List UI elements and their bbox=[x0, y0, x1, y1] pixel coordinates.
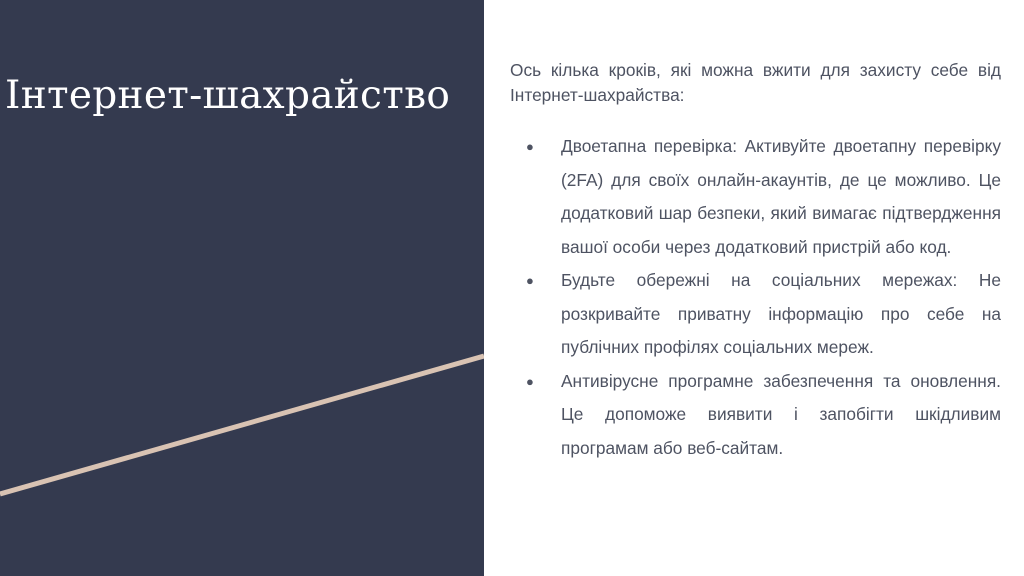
bullet-icon: ● bbox=[526, 273, 534, 288]
intro-text: Ось кілька кроків, які можна вжити для захисту себе від Інтернет-шахрайства: bbox=[510, 60, 1001, 105]
list-item bbox=[510, 264, 1001, 365]
bullet-icon: ● bbox=[526, 373, 534, 389]
slide-body bbox=[510, 58, 1001, 465]
list-item bbox=[510, 130, 1001, 264]
bullet-icon: ● bbox=[526, 139, 534, 154]
list-item bbox=[510, 365, 1001, 466]
bullet-text: Двоетапна перевірка: Активуйте двоетапну перевірку (2FA) для своїх онлайн-акаунтів, де це можливо. Це додатковий шар безпеки, який вимагає підтвердження вашої особи через додатковий пристрій або код. bbox=[561, 136, 1001, 257]
title-panel bbox=[0, 0, 484, 576]
slide-title: Інтернет-шахрайство bbox=[5, 73, 451, 118]
bullet-text: Будьте обережні на соціальних мережах: Не розкривайте приватну інформацію про себе на публічних профілях соціальних мереж. bbox=[561, 270, 1001, 357]
bullet-list bbox=[510, 130, 1001, 465]
bullet-text: Антивірусне програмне забезпечення та оновлення. Це допоможе виявити і запобігти шкідливим програмам або веб-сайтам. bbox=[561, 370, 1001, 458]
